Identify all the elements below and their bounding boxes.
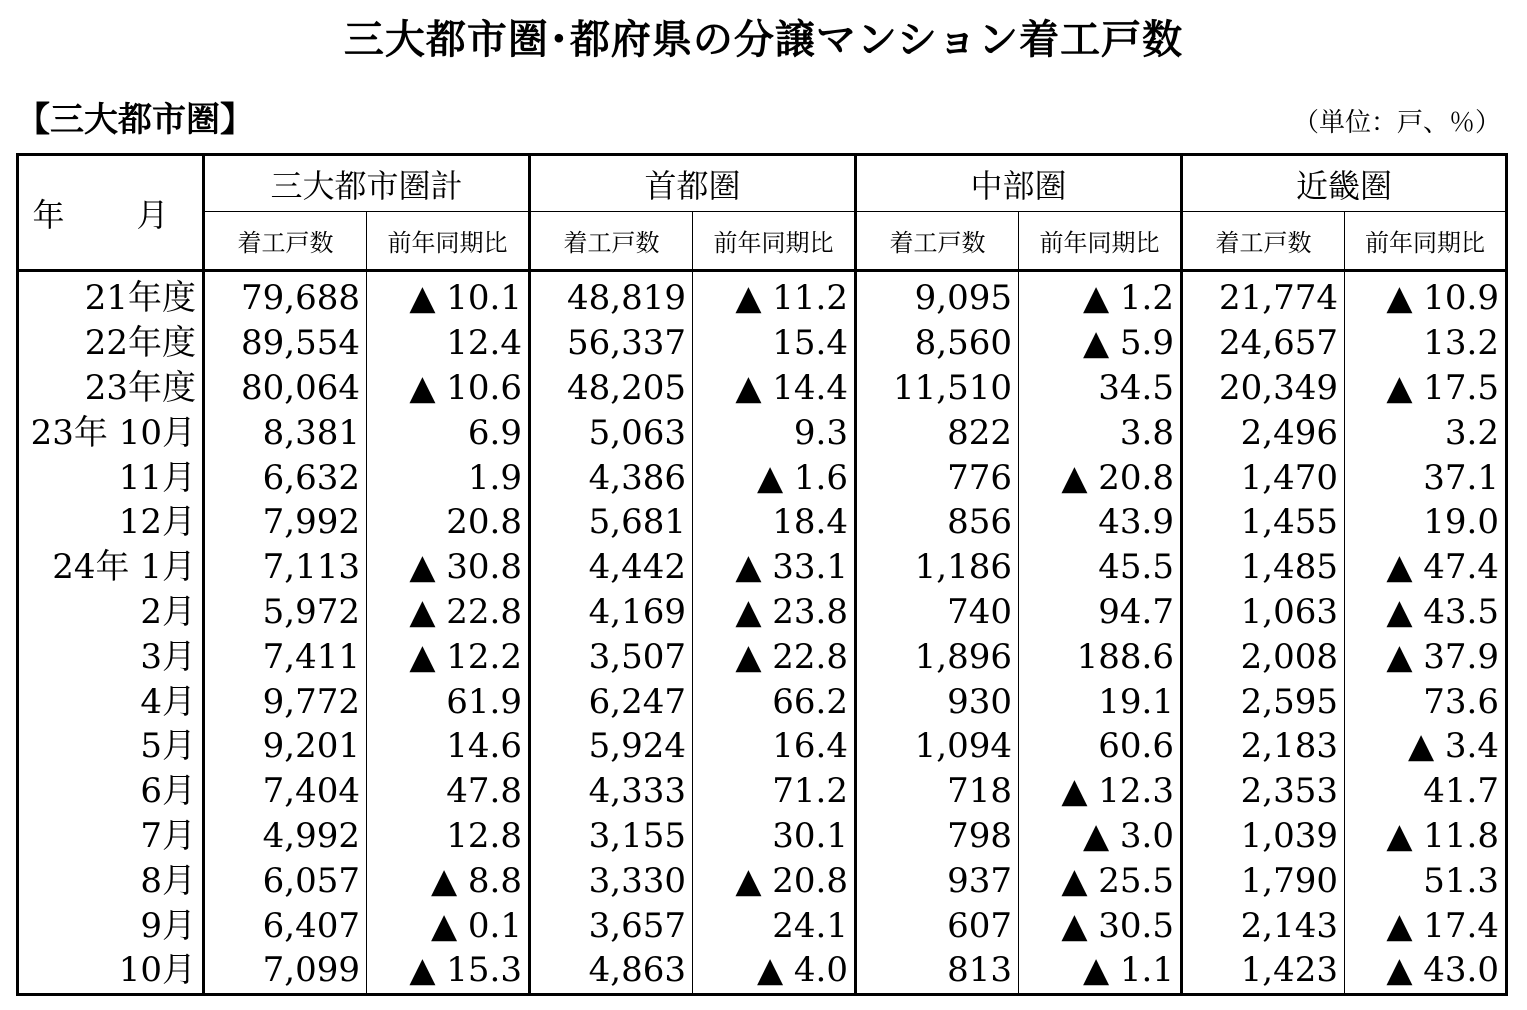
yoy-value: ▲ 3.0 <box>1019 814 1182 859</box>
yoy-header: 前年同期比 <box>1019 212 1182 271</box>
starts-value: 930 <box>856 679 1019 724</box>
row-period-label: 23年 10月 <box>18 410 204 455</box>
yoy-value: 51.3 <box>1423 860 1499 901</box>
row-period-label: 11月 <box>18 455 204 500</box>
starts-value: 4,333 <box>530 769 693 814</box>
yoy-value: ▲ 14.4 <box>693 366 856 411</box>
yoy-value: 13.2 <box>1423 323 1499 364</box>
yoy-value: 61.9 <box>367 679 530 724</box>
table-row <box>18 590 1507 635</box>
starts-header: 着工戸数 <box>1182 212 1345 271</box>
group-header-kinki: 近畿圏 <box>1182 155 1507 212</box>
table-row <box>18 410 1507 455</box>
yoy-value: 43.9 <box>1019 500 1182 545</box>
row-period-label: 6月 <box>18 769 204 814</box>
yoy-value: 18.4 <box>693 500 856 545</box>
yoy-value: 34.5 <box>1019 366 1182 411</box>
starts-value: 798 <box>856 814 1019 859</box>
table-row <box>18 321 1507 366</box>
table-row <box>18 500 1507 545</box>
row-period-label: 2月 <box>18 590 204 635</box>
yoy-value: ▲ 10.9 <box>1386 278 1499 319</box>
starts-value: 822 <box>856 410 1019 455</box>
table-row <box>18 903 1507 948</box>
row-period-label: 8月 <box>18 858 204 903</box>
yoy-value: ▲ 17.5 <box>1386 367 1499 408</box>
unit-note: （単位：戸、％） <box>1292 108 1501 138</box>
row-period-label: 10月 <box>18 948 204 994</box>
starts-value: 1,094 <box>856 724 1019 769</box>
row-period-label: 3月 <box>18 634 204 679</box>
row-period-label: 23年度 <box>18 366 204 411</box>
yoy-value: ▲ 43.5 <box>1386 591 1499 632</box>
section-label: 【三大都市圏】 <box>16 100 254 140</box>
yoy-header: 前年同期比 <box>1345 212 1507 271</box>
starts-value: 7,411 <box>204 634 367 679</box>
starts-value: 3,330 <box>530 858 693 903</box>
yoy-value: 1.9 <box>367 455 530 500</box>
table-row <box>18 366 1507 411</box>
yoy-value: ▲ 47.4 <box>1386 547 1499 588</box>
starts-value: 11,510 <box>856 366 1019 411</box>
starts-value: 1,470 <box>1182 455 1345 500</box>
yoy-value: 71.2 <box>693 769 856 814</box>
starts-value: 856 <box>856 500 1019 545</box>
starts-value: 1,039 <box>1182 814 1345 859</box>
table-row <box>18 545 1507 590</box>
yoy-value: ▲ 12.3 <box>1019 769 1182 814</box>
yoy-value: 66.2 <box>693 679 856 724</box>
yoy-value: ▲ 12.2 <box>367 634 530 679</box>
yoy-value: ▲ 11.2 <box>693 271 856 321</box>
starts-value: 8,560 <box>856 321 1019 366</box>
yoy-value: ▲ 37.9 <box>1386 636 1499 677</box>
starts-value: 4,386 <box>530 455 693 500</box>
row-period-label: 4月 <box>18 679 204 724</box>
starts-value: 2,008 <box>1182 634 1345 679</box>
period-header: 年 月 <box>18 155 204 271</box>
starts-value: 9,201 <box>204 724 367 769</box>
starts-header: 着工戸数 <box>204 212 367 271</box>
row-period-label: 22年度 <box>18 321 204 366</box>
table-row <box>18 271 1507 321</box>
yoy-value: 3.8 <box>1019 410 1182 455</box>
starts-value: 2,353 <box>1182 769 1345 814</box>
starts-value: 7,113 <box>204 545 367 590</box>
yoy-value: ▲ 33.1 <box>693 545 856 590</box>
starts-value: 6,407 <box>204 903 367 948</box>
table-row <box>18 679 1507 724</box>
yoy-value: 30.1 <box>693 814 856 859</box>
yoy-value: ▲ 30.8 <box>367 545 530 590</box>
row-period-label: 24年 1月 <box>18 545 204 590</box>
starts-value: 21,774 <box>1182 271 1345 321</box>
starts-value: 813 <box>856 948 1019 994</box>
yoy-value: 47.8 <box>367 769 530 814</box>
starts-value: 718 <box>856 769 1019 814</box>
yoy-value: ▲ 20.8 <box>693 858 856 903</box>
starts-value: 2,595 <box>1182 679 1345 724</box>
yoy-value: 6.9 <box>367 410 530 455</box>
starts-value: 607 <box>856 903 1019 948</box>
starts-value: 5,924 <box>530 724 693 769</box>
page-title: 三大都市圏･都府県の分譲マンション着工戸数 <box>343 17 1184 63</box>
starts-value: 9,772 <box>204 679 367 724</box>
row-period-label: 12月 <box>18 500 204 545</box>
yoy-value: ▲ 15.3 <box>367 948 530 994</box>
table-row <box>18 634 1507 679</box>
starts-value: 776 <box>856 455 1019 500</box>
starts-value: 4,863 <box>530 948 693 994</box>
row-period-label: 5月 <box>18 724 204 769</box>
starts-value: 6,057 <box>204 858 367 903</box>
starts-value: 80,064 <box>204 366 367 411</box>
starts-value: 1,186 <box>856 545 1019 590</box>
starts-value: 1,485 <box>1182 545 1345 590</box>
starts-value: 24,657 <box>1182 321 1345 366</box>
starts-value: 4,992 <box>204 814 367 859</box>
yoy-value: ▲ 0.1 <box>367 903 530 948</box>
starts-header: 着工戸数 <box>530 212 693 271</box>
row-period-label: 21年度 <box>18 271 204 321</box>
yoy-value: ▲ 20.8 <box>1019 455 1182 500</box>
yoy-value: ▲ 1.6 <box>693 455 856 500</box>
table-row <box>18 814 1507 859</box>
starts-value: 20,349 <box>1182 366 1345 411</box>
table-row <box>18 455 1507 500</box>
yoy-header: 前年同期比 <box>367 212 530 271</box>
yoy-value: 19.0 <box>1423 502 1499 543</box>
yoy-value: ▲ 1.2 <box>1019 271 1182 321</box>
yoy-header: 前年同期比 <box>693 212 856 271</box>
starts-value: 1,423 <box>1182 948 1345 994</box>
yoy-value: ▲ 4.0 <box>693 948 856 994</box>
yoy-value: 15.4 <box>693 321 856 366</box>
yoy-value: 12.4 <box>367 321 530 366</box>
starts-value: 56,337 <box>530 321 693 366</box>
yoy-value: 41.7 <box>1423 771 1499 812</box>
starts-value: 7,099 <box>204 948 367 994</box>
starts-value: 2,183 <box>1182 724 1345 769</box>
row-period-label: 7月 <box>18 814 204 859</box>
starts-value: 9,095 <box>856 271 1019 321</box>
yoy-value: 20.8 <box>367 500 530 545</box>
table-row <box>18 724 1507 769</box>
yoy-value: 188.6 <box>1019 634 1182 679</box>
starts-value: 7,404 <box>204 769 367 814</box>
yoy-value: 12.8 <box>367 814 530 859</box>
yoy-value: ▲ 17.4 <box>1386 905 1499 946</box>
yoy-value: ▲ 25.5 <box>1019 858 1182 903</box>
yoy-value: ▲ 3.4 <box>1407 726 1499 767</box>
yoy-value: 94.7 <box>1019 590 1182 635</box>
table-row <box>18 769 1507 814</box>
yoy-value: 73.6 <box>1423 681 1499 722</box>
yoy-value: 19.1 <box>1019 679 1182 724</box>
starts-value: 3,507 <box>530 634 693 679</box>
yoy-value: ▲ 23.8 <box>693 590 856 635</box>
starts-value: 5,681 <box>530 500 693 545</box>
yoy-value: ▲ 22.8 <box>367 590 530 635</box>
housing-starts-table <box>16 153 1508 996</box>
starts-value: 48,819 <box>530 271 693 321</box>
group-header-total: 三大都市圏計 <box>204 155 530 212</box>
starts-value: 3,155 <box>530 814 693 859</box>
yoy-value: ▲ 43.0 <box>1386 950 1499 991</box>
table-row <box>18 858 1507 903</box>
starts-value: 4,442 <box>530 545 693 590</box>
starts-value: 4,169 <box>530 590 693 635</box>
row-period-label: 9月 <box>18 903 204 948</box>
yoy-value: ▲ 1.1 <box>1019 948 1182 994</box>
starts-value: 7,992 <box>204 500 367 545</box>
starts-header: 着工戸数 <box>856 212 1019 271</box>
starts-value: 8,381 <box>204 410 367 455</box>
starts-value: 5,972 <box>204 590 367 635</box>
starts-value: 89,554 <box>204 321 367 366</box>
starts-value: 1,063 <box>1182 590 1345 635</box>
yoy-value: 37.1 <box>1423 457 1499 498</box>
yoy-value: 3.2 <box>1444 412 1499 453</box>
starts-value: 6,632 <box>204 455 367 500</box>
starts-value: 48,205 <box>530 366 693 411</box>
starts-value: 6,247 <box>530 679 693 724</box>
yoy-value: ▲ 5.9 <box>1019 321 1182 366</box>
table-body <box>18 271 1507 995</box>
group-header-shutoken: 首都圏 <box>530 155 856 212</box>
yoy-value: ▲ 30.5 <box>1019 903 1182 948</box>
starts-value: 79,688 <box>204 271 367 321</box>
starts-value: 2,143 <box>1182 903 1345 948</box>
starts-value: 3,657 <box>530 903 693 948</box>
yoy-value: ▲ 8.8 <box>367 858 530 903</box>
yoy-value: 16.4 <box>693 724 856 769</box>
yoy-value: ▲ 11.8 <box>1386 815 1499 856</box>
group-header-chubu: 中部圏 <box>856 155 1182 212</box>
yoy-value: 24.1 <box>693 903 856 948</box>
yoy-value: ▲ 10.6 <box>367 366 530 411</box>
starts-value: 2,496 <box>1182 410 1345 455</box>
starts-value: 1,896 <box>856 634 1019 679</box>
yoy-value: 9.3 <box>693 410 856 455</box>
starts-value: 1,455 <box>1182 500 1345 545</box>
starts-value: 5,063 <box>530 410 693 455</box>
starts-value: 937 <box>856 858 1019 903</box>
yoy-value: ▲ 22.8 <box>693 634 856 679</box>
starts-value: 740 <box>856 590 1019 635</box>
yoy-value: 14.6 <box>367 724 530 769</box>
yoy-value: ▲ 10.1 <box>367 271 530 321</box>
yoy-value: 60.6 <box>1019 724 1182 769</box>
starts-value: 1,790 <box>1182 858 1345 903</box>
table-row <box>18 948 1507 994</box>
yoy-value: 45.5 <box>1019 545 1182 590</box>
